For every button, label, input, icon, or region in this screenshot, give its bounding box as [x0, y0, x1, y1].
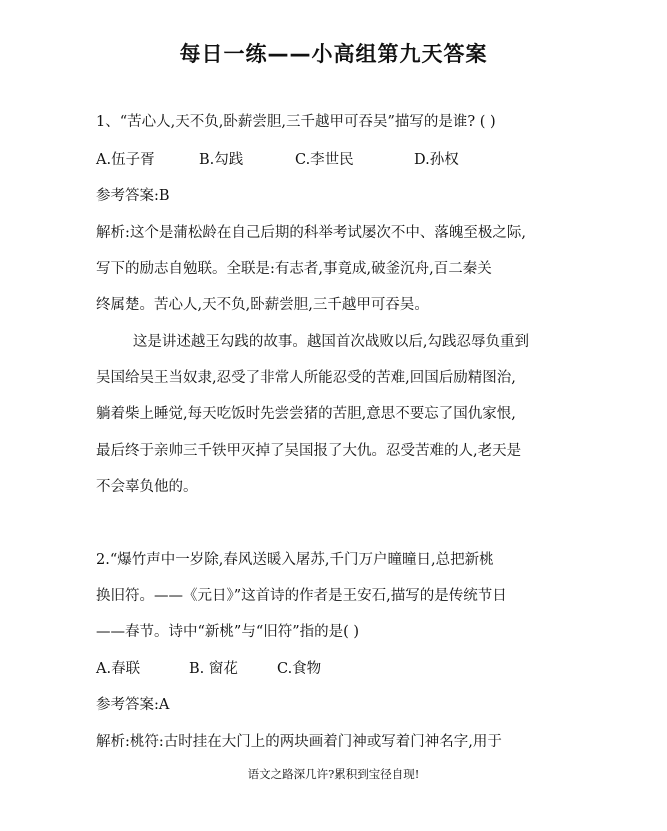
analysis-line: 最后终于亲帅三千铁甲灭掉了吴国报了大仇。忍受苦难的人,老天是 — [96, 443, 522, 459]
analysis-line: 吴国给吴王当奴隶,忍受了非常人所能忍受的苦难,回国后励精图治, — [96, 370, 516, 386]
question-2-options — [96, 659, 596, 679]
analysis-line: 终属楚。苦心人,天不负,卧薪尝胆,三千越甲可吞吴。 — [96, 297, 429, 313]
page-footer: 语文之路深几许?累积到宝径自现! — [247, 767, 420, 781]
option-d: D.孙权 — [414, 152, 459, 168]
question-1-answer: 参考答案:B — [96, 188, 170, 204]
analysis-line: 解析:这个是蒲松龄在自己后期的科举考试屡次不中、落魄至极之际, — [96, 225, 526, 241]
option-b: B.勾践 — [199, 152, 244, 168]
page-title: 每日一练——小高组第九天答案 — [179, 42, 488, 66]
question-1-options — [96, 150, 596, 170]
question-1-text: 1、“苦心人,天不负,卧薪尝胆,三千越甲可吞吴”描写的是谁? ( ) — [96, 114, 496, 130]
analysis-line: 写下的励志自勉联。全联是:有志者,事竟成,破釜沉舟,百二秦关 — [96, 261, 492, 277]
question-2-text: 换旧符。——《元日》”这首诗的作者是王安石,描写的是传统节日 — [96, 588, 507, 604]
question-2-text: ——春节。诗中“新桃”与“旧符”指的是( ) — [96, 624, 360, 640]
analysis-line: 这是讲述越王勾践的故事。越国首次战败以后,勾践忍辱负重到 — [96, 334, 529, 350]
question-2-text: 2.“爆竹声中一岁除,春风送暖入屠苏,千门万户曈曈日,总把新桃 — [96, 552, 494, 568]
option-b: B. 窗花 — [189, 661, 238, 677]
option-a: A.伍子胥 — [96, 152, 155, 168]
option-c: C.李世民 — [295, 152, 354, 168]
option-c: C.食物 — [277, 661, 322, 677]
option-a: A.春联 — [96, 661, 141, 677]
analysis-line: 躺着柴上睡觉,每天吃饭时先尝尝猪的苦胆,意思不要忘了国仇家恨, — [96, 406, 516, 422]
analysis-line: 解析:桃符:古时挂在大门上的两块画着门神或写着门神名字,用于 — [96, 734, 502, 750]
question-2-answer: 参考答案:A — [96, 697, 170, 713]
analysis-line: 不会辜负他的。 — [96, 479, 198, 495]
